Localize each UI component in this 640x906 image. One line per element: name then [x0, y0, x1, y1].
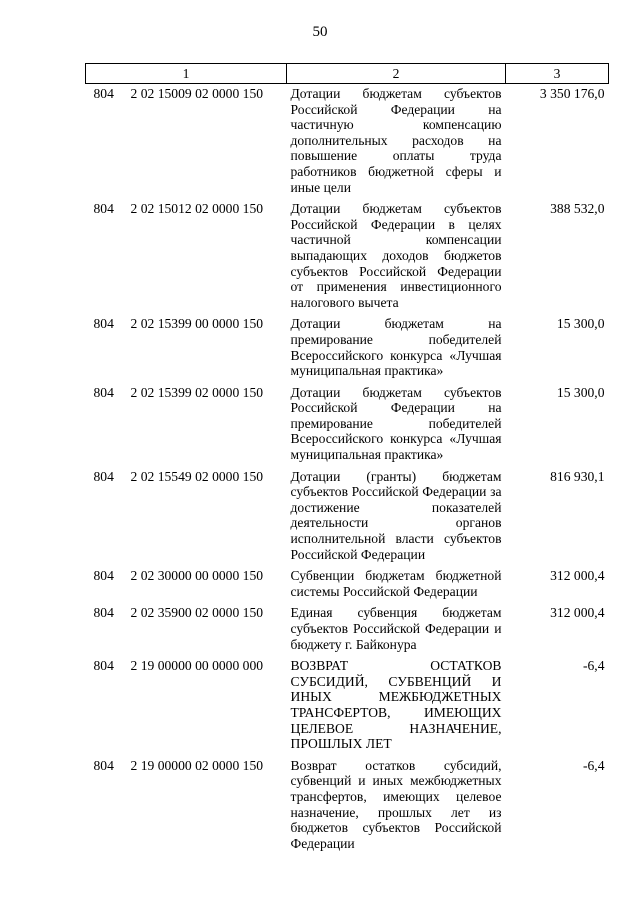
budget-revenue-table: [85, 63, 609, 857]
amount-cell: 388 532,0: [550, 201, 605, 217]
table-row: [86, 658, 609, 758]
amount-cell: 15 300,0: [556, 384, 605, 400]
amount-cell: 3 350 176,0: [539, 86, 605, 101]
amount-cell: 15 300,0: [556, 316, 605, 332]
revenue-code: 2 02 15549 02 0000 150: [130, 468, 264, 484]
amount-cell: -6,4: [582, 757, 605, 773]
description-cell: Единая субвенция бюджетам субъектов Российской Федерации и бюджету г. Байконура: [290, 605, 502, 652]
revenue-code: 2 02 30000 00 0000 150: [130, 568, 264, 584]
description-cell: Дотации бюджетам субъектов Российской Федерации в целях частичной компенсации выпадающих доходов бюджетов субъектов Российской Федерации от применения инвестиционного налогового вычета: [290, 201, 502, 310]
column-header-1: 1: [86, 64, 287, 84]
admin-code: 804: [93, 757, 114, 773]
admin-code: 804: [93, 658, 114, 674]
revenue-code: 2 19 00000 02 0000 150: [130, 757, 264, 773]
code-cell: [86, 84, 287, 202]
revenue-code: 2 02 15012 02 0000 150: [130, 201, 264, 217]
code-cell: [86, 568, 287, 605]
revenue-code: 2 02 35900 02 0000 150: [130, 605, 264, 621]
amount-cell: 312 000,4: [550, 605, 605, 621]
description-cell: Субвенции бюджетам бюджетной системы Российской Федерации: [290, 568, 502, 599]
code-cell: [86, 658, 287, 758]
code-cell: [86, 469, 287, 569]
column-header-3: 3: [506, 64, 609, 84]
amount-cell: 312 000,4: [550, 568, 605, 584]
amount-cell: -6,4: [582, 658, 605, 674]
admin-code: 804: [93, 86, 114, 101]
revenue-code: 2 02 15009 02 0000 150: [130, 86, 264, 101]
code-cell: [86, 385, 287, 469]
admin-code: 804: [93, 316, 114, 332]
description-cell: Дотации бюджетам на премирование победителей Всероссийского конкурса «Лучшая муниципальная практика»: [290, 316, 502, 379]
table-row: [86, 385, 609, 469]
code-cell: [86, 201, 287, 316]
revenue-code: 2 19 00000 00 0000 000: [130, 658, 264, 674]
table-header-row: [86, 64, 609, 84]
admin-code: 804: [93, 605, 114, 621]
page-number: 50: [312, 24, 328, 40]
description-cell: Дотации бюджетам субъектов Российской Федерации на премирование победителей Всероссийского конкурса «Лучшая муниципальная практика»: [290, 384, 502, 463]
admin-code: 804: [93, 468, 114, 484]
table-row: [86, 469, 609, 569]
code-cell: [86, 605, 287, 658]
code-cell: [86, 316, 287, 384]
code-cell: [86, 758, 287, 858]
description-cell: Возврат остатков субсидий, субвенций и иных межбюджетных трансфертов, имеющих целевое назначение, прошлых лет из бюджетов субъектов Российской Федерации: [290, 757, 502, 851]
admin-code: 804: [93, 384, 114, 400]
revenue-code: 2 02 15399 02 0000 150: [130, 384, 264, 400]
description-cell: ВОЗВРАТ ОСТАТКОВ СУБСИДИЙ, СУБВЕНЦИЙ И ИНЫХ МЕЖБЮДЖЕТНЫХ ТРАНСФЕРТОВ, ИМЕЮЩИХ ЦЕЛЕВОЕ НАЗНАЧЕНИЕ, ПРОШЛЫХ ЛЕТ: [290, 658, 502, 752]
table-row: [86, 568, 609, 605]
table-row: [86, 201, 609, 316]
description-cell: Дотации (гранты) бюджетам субъектов Российской Федерации за достижение показателей деятельности органов исполнительной власти субъектов Российской Федерации: [290, 468, 502, 562]
description-cell: Дотации бюджетам субъектов Российской Федерации на частичную компенсацию дополнительных расходов на повышение оплаты труда работников бюджетной сферы и иные цели: [290, 86, 502, 195]
admin-code: 804: [93, 568, 114, 584]
table-row: [86, 758, 609, 858]
revenue-code: 2 02 15399 00 0000 150: [130, 316, 264, 332]
column-header-2: 2: [287, 64, 506, 84]
table-row: [86, 84, 609, 202]
table-row: [86, 316, 609, 384]
admin-code: 804: [93, 201, 114, 217]
table-row: [86, 605, 609, 658]
amount-cell: 816 930,1: [550, 468, 605, 484]
